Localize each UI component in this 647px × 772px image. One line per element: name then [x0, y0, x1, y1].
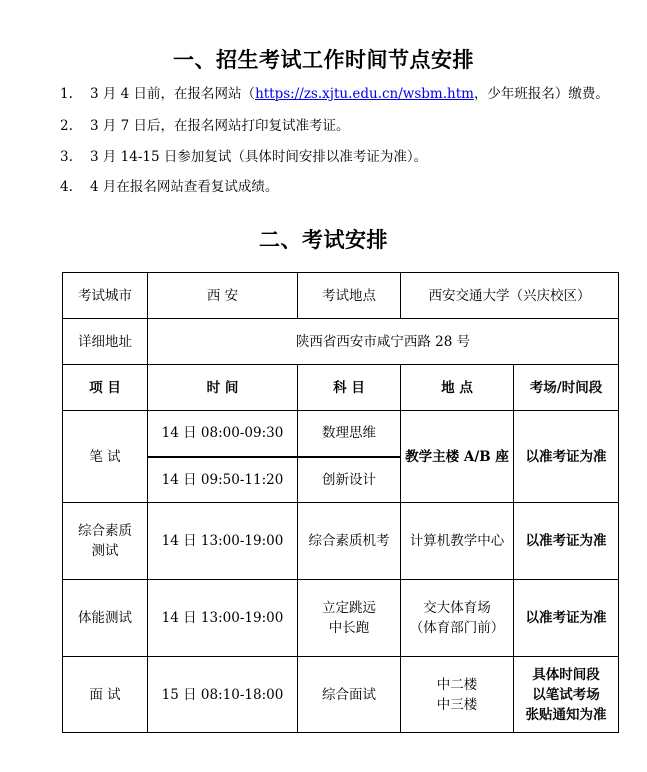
physical-place-line-1: 交大体育场 — [423, 600, 491, 616]
table-row — [63, 319, 619, 365]
header-subject: 科 目 — [298, 365, 401, 411]
list-text: 3 月 14-15 日参加复试（具体时间安排以准考证为准）。 — [90, 149, 428, 165]
address-value: 陕西省西安市咸宁西路 28 号 — [148, 319, 619, 365]
written-item: 笔 试 — [63, 411, 148, 503]
location-label: 考试地点 — [298, 273, 401, 319]
written-time-1: 14 日 08:00-09:30 — [148, 411, 298, 457]
table-row-interview — [63, 657, 619, 733]
list-text-after: ，少年班报名）缴费。 — [473, 86, 609, 102]
table-header-row — [63, 365, 619, 411]
list-item — [60, 175, 278, 195]
list-text: 4 月在报名网站查看复试成绩。 — [90, 179, 279, 195]
section-2-title: 二、考试安排 — [259, 227, 388, 252]
quality-place: 计算机教学中心 — [401, 503, 514, 580]
list-text: 3 月 7 日后，在报名网站打印复试准考证。 — [90, 118, 350, 134]
physical-subject — [298, 580, 401, 657]
quality-subject: 综合素质机考 — [298, 503, 401, 580]
interview-place — [401, 657, 514, 733]
location-value: 西安交通大学（兴庆校区） — [401, 273, 619, 319]
physical-item: 体能测试 — [63, 580, 148, 657]
written-subject-1: 数理思维 — [298, 411, 401, 457]
written-room: 以准考证为准 — [514, 411, 619, 503]
header-room: 考场/时间段 — [514, 365, 619, 411]
physical-subject-line-2: 中长跑 — [328, 620, 370, 636]
interview-room-line-3: 张贴通知为准 — [525, 706, 607, 723]
quality-room: 以准考证为准 — [514, 503, 619, 580]
interview-room-line-2: 以笔试考场 — [532, 686, 600, 703]
list-item — [60, 145, 427, 165]
exam-arrangement-table — [62, 272, 619, 733]
city-value: 西 安 — [148, 273, 298, 319]
list-number: 1. — [60, 86, 73, 102]
interview-place-line-2: 中三楼 — [436, 696, 478, 713]
list-text-before: 3 月 4 日前，在报名网站（ — [90, 86, 256, 102]
quality-item — [63, 503, 148, 580]
written-place: 教学主楼 A/B 座 — [401, 411, 514, 503]
list-item — [60, 114, 350, 134]
header-item: 项 目 — [63, 365, 148, 411]
section-1-title: 一、招生考试工作时间节点安排 — [173, 47, 474, 72]
list-number: 2. — [60, 118, 73, 134]
interview-subject: 综合面试 — [298, 657, 401, 733]
list-item — [60, 82, 609, 102]
table-row-physical — [63, 580, 619, 657]
list-number: 4. — [60, 179, 73, 195]
city-label: 考试城市 — [63, 273, 148, 319]
list-number: 3. — [60, 149, 73, 165]
physical-place — [401, 580, 514, 657]
interview-time: 15 日 08:10-18:00 — [148, 657, 298, 733]
table-row-quality — [63, 503, 619, 580]
header-time: 时 间 — [148, 365, 298, 411]
quality-item-line-2: 测试 — [91, 543, 119, 559]
physical-time: 14 日 13:00-19:00 — [148, 580, 298, 657]
table-row — [63, 273, 619, 319]
written-subject-2: 创新设计 — [298, 457, 401, 503]
interview-room — [514, 657, 619, 733]
header-place: 地 点 — [401, 365, 514, 411]
quality-time: 14 日 13:00-19:00 — [148, 503, 298, 580]
interview-place-line-1: 中二楼 — [436, 676, 478, 693]
interview-item: 面 试 — [63, 657, 148, 733]
quality-item-line-1: 综合素质 — [78, 523, 132, 539]
physical-subject-line-1: 立定跳远 — [322, 600, 376, 616]
written-time-2: 14 日 09:50-11:20 — [148, 457, 298, 503]
address-label: 详细地址 — [63, 319, 148, 365]
interview-room-line-1: 具体时间段 — [532, 666, 600, 683]
physical-place-line-2: （体育部门前） — [409, 620, 505, 636]
registration-link[interactable]: https://zs.xjtu.edu.cn/wsbm.htm — [255, 86, 474, 102]
physical-room: 以准考证为准 — [514, 580, 619, 657]
table-row-written-1 — [63, 411, 619, 457]
